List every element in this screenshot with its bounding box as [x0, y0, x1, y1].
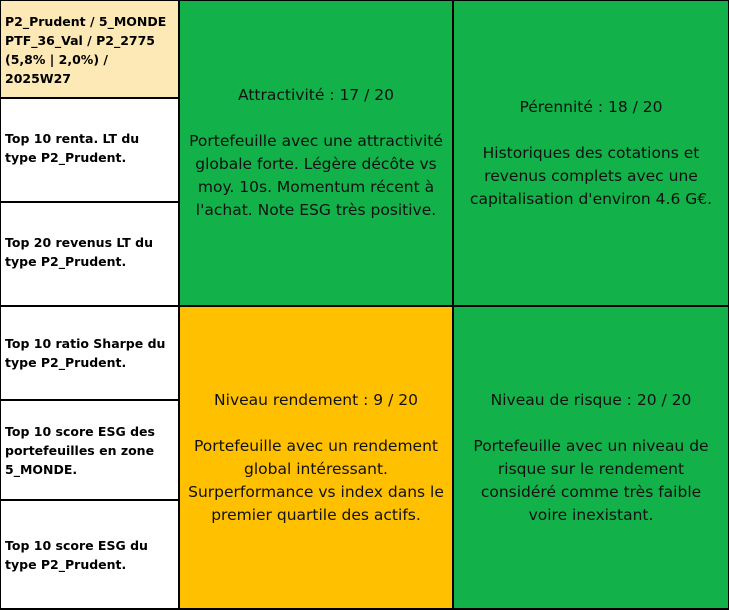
ranking-text-1: Top 10 renta. LT du type P2_Prudent. — [5, 131, 140, 165]
ranking-cell-3 — [1, 307, 178, 399]
portfolio-header-cell — [1, 1, 178, 97]
ranking-cell-4 — [1, 401, 178, 499]
ranking-text-4: Top 10 score ESG des portefeuilles en zone 5_MONDE. — [5, 423, 155, 477]
ranking-text-2: Top 20 revenus LT du type P2_Prudent. — [5, 235, 153, 269]
perennite-description: Historiques des cotations et revenus complets avec une capitalisation d'environ 4.6 G€. — [469, 143, 713, 208]
portfolio-header-line2: PTF_36_Val / P2_2775 — [5, 33, 155, 48]
risque-title: Niveau de risque : 20 / 20 — [490, 390, 692, 409]
portfolio-header-line1: P2_Prudent / 5_MONDE — [5, 14, 167, 29]
portfolio-header — [5, 12, 174, 88]
ranking-cell-5 — [1, 501, 178, 608]
ranking-text-5: Top 10 score ESG du type P2_Prudent. — [5, 537, 148, 572]
rendement-cell — [180, 307, 452, 608]
perennite-cell — [454, 1, 728, 305]
rendement-title: Niveau rendement : 9 / 20 — [214, 390, 418, 409]
rendement-description: Portefeuille avec un rendement global intéressant. Surperformance vs index dans le premier quartile des actifs. — [188, 436, 444, 524]
ranking-text-3: Top 10 ratio Sharpe du type P2_Prudent. — [5, 336, 166, 370]
ranking-cell-2 — [1, 203, 178, 305]
attractivite-title: Attractivité : 17 / 20 — [238, 86, 394, 104]
perennite-title: Pérennité : 18 / 20 — [519, 97, 663, 116]
ranking-cell-1 — [1, 99, 178, 201]
attractivite-description: Portefeuille avec une attractivité globale forte. Légère décôte vs moy. 10s. Momentum récent à l'achat. Note ESG très positive. — [189, 132, 443, 219]
risque-cell — [454, 307, 728, 608]
attractivite-cell — [180, 1, 452, 305]
risque-description: Portefeuille avec un niveau de risque sur le rendement considéré comme très faible voire inexistant. — [473, 436, 709, 524]
portfolio-header-line3: (5,8% | 2,0%) / 2025W27 — [5, 52, 108, 86]
